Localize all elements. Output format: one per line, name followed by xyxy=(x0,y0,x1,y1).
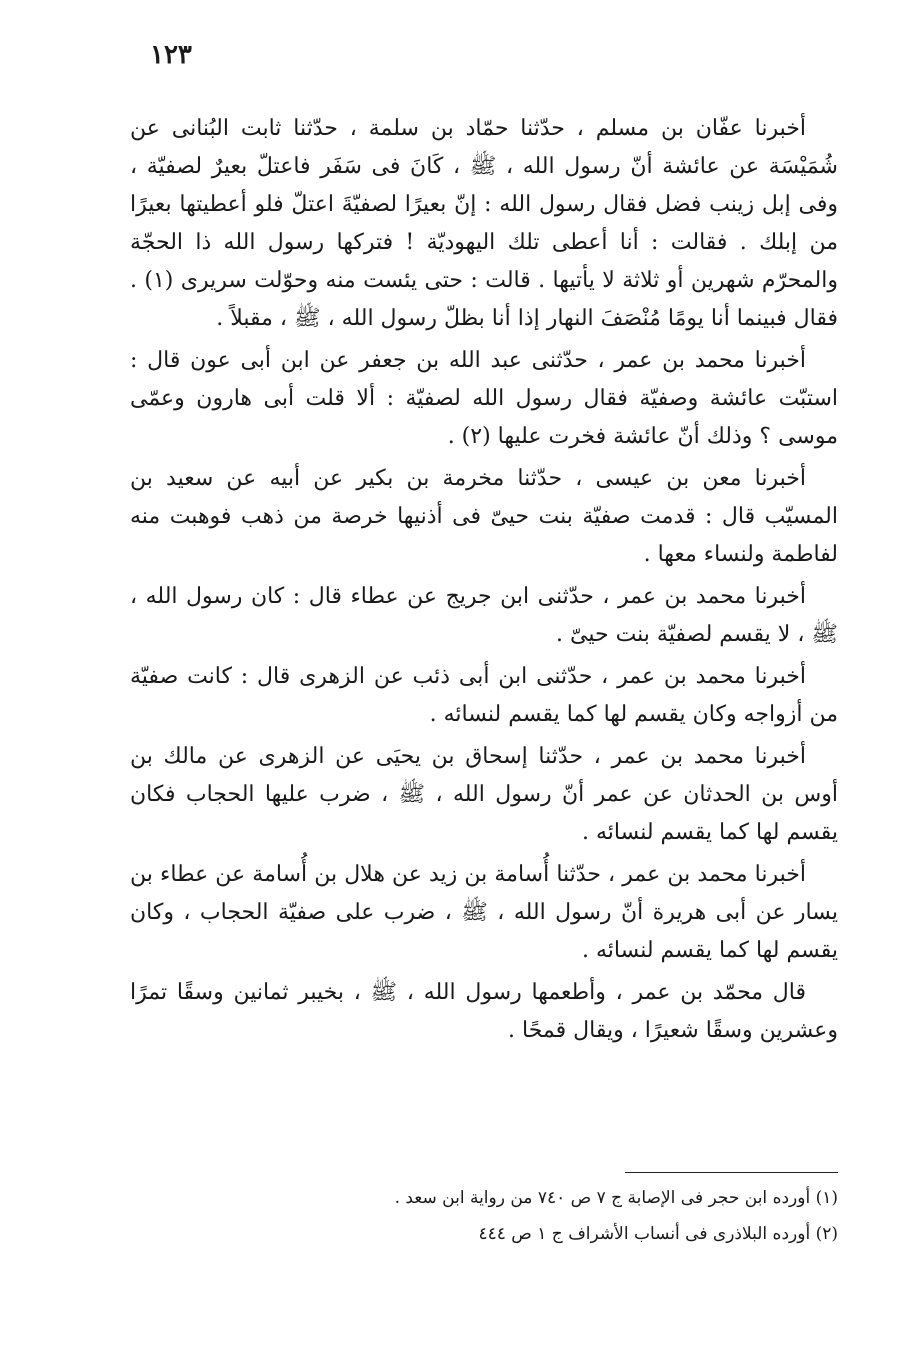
paragraph-2: أخبرنا محمد بن عمر ، حدّثنى عبد الله بن جعفر عن ابن أبى عون قال : استبّت عائشة وصفيّة فقال رسول الله لصفيّة : ألا قلت أبى هارون وعمّى موسى ؟ وذلك أنّ عائشة فخرت عليها (٢) . xyxy=(130,348,838,449)
paragraph-8: قال محمّد بن عمر ، وأطعمها رسول الله ، ﷺ ، بخيبر ثمانين وسقًا تمرًا وعشرين وسقًا شعيرًا ، ويقال قمحًا . xyxy=(130,980,838,1043)
paragraph-7: أخبرنا محمد بن عمر ، حدّثنا أُسامة بن زيد عن هلال بن أُسامة عن عطاء بن يسار عن أبى هريرة أنّ رسول الله ، ﷺ ، ضرب على صفيّة الحجاب ، وكان يقسم لها كما يقسم لنسائه . xyxy=(130,862,838,963)
footnote-divider xyxy=(625,1172,838,1173)
footnotes xyxy=(180,1180,838,1252)
paragraph-3: أخبرنا معن بن عيسى ، حدّثنا مخرمة بن بكير عن أبيه عن سعيد بن المسيّب قال : قدمت صفيّة بنت حيىّ فى أذنيها خرصة من ذهب فوهبت منه لفاطمة ولنساء معها . xyxy=(130,466,838,567)
main-text xyxy=(130,110,838,1054)
paragraph-4: أخبرنا محمد بن عمر ، حدّثنى ابن جريج عن عطاء قال : كان رسول الله ، ﷺ ، لا يقسم لصفيّة بنت حيىّ . xyxy=(130,584,838,647)
paragraph-5: أخبرنا محمد بن عمر ، حدّثنى ابن أبى ذئب عن الزهرى قال : كانت صفيّة من أزواجه وكان يقسم لها كما يقسم لنسائه . xyxy=(130,664,838,727)
paragraph-1: أخبرنا عفّان بن مسلم ، حدّثنا حمّاد بن سلمة ، حدّثنا ثابت البُنانى عن شُمَيْسَة عن عائشة أنّ رسول الله ، ﷺ ، كَانَ فى سَفَر فاعتلّ بعيرٌ لصفيّة ، وفى إبل زينب فضل فقال رسول الله : إنّ بعيرًا لصفيّةَ اعتلّ فلو أعطيتها بعيرًا من إبلك . فقالت : أنا أعطى تلك اليهوديّة ! فتركها رسول الله ذا الحجّة والمحرّم شهرين أو ثلاثة لا يأتيها . قالت : حتى يئست منه وحوّلت سريرى (١) . فقال فبينما أنا يومًا مُنْصَفَ النهار إذا أنا بظلّ رسول الله ، ﷺ ، مقبلاً . xyxy=(130,116,838,331)
footnote-2: (٢) أورده البلاذرى فى أنساب الأشراف ج ١ ص ٤٤٤ xyxy=(478,1224,838,1244)
paragraph-6: أخبرنا محمد بن عمر ، حدّثنا إسحاق بن يحيَى عن الزهرى عن مالك بن أوس بن الحدثان عن عمر أنّ رسول الله ، ﷺ ، ضرب عليها الحجاب فكان يقسم لها كما يقسم لنسائه . xyxy=(130,744,838,845)
page-number: ١٢٣ xyxy=(150,40,192,70)
footnote-1: (١) أورده ابن حجر فى الإصابة ج ٧ ص ٧٤٠ من رواية ابن سعد . xyxy=(394,1188,838,1208)
